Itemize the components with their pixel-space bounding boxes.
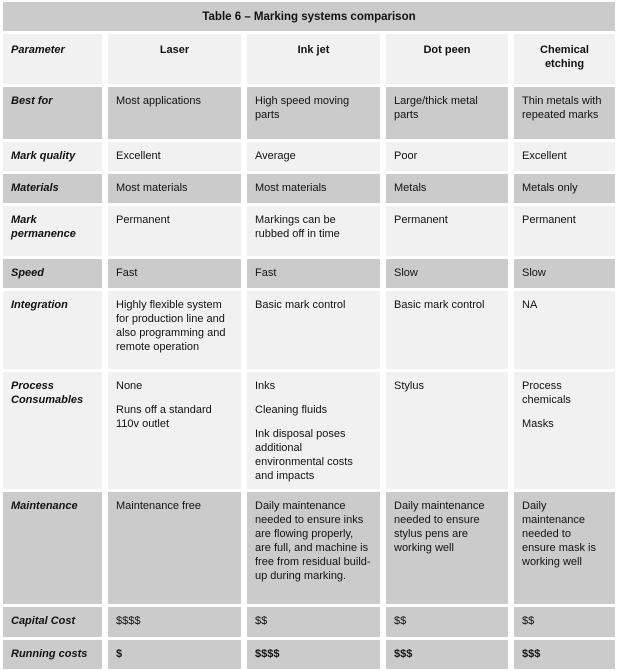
row-parameter-label: Maintenance bbox=[3, 492, 102, 604]
cell-paragraph: None bbox=[116, 380, 143, 392]
cell-paragraph: Fast bbox=[116, 267, 138, 279]
cell-paragraph: Metals only bbox=[522, 182, 578, 194]
cell-paragraph: Metals bbox=[394, 182, 427, 194]
table-cell bbox=[514, 87, 615, 139]
table-row bbox=[3, 142, 615, 171]
cell-paragraph: Highly flexible system for production line and also programming and remote operation bbox=[116, 299, 226, 353]
cell-paragraph: Large/thick metal parts bbox=[394, 95, 478, 121]
cell-paragraph: $$$ bbox=[522, 648, 541, 660]
row-parameter-label: Best for bbox=[3, 87, 102, 139]
row-parameter-label: Speed bbox=[3, 259, 102, 288]
cell-paragraph: Slow bbox=[522, 267, 546, 279]
table-row bbox=[3, 291, 615, 369]
table-cell bbox=[386, 492, 508, 604]
table-cell bbox=[514, 142, 615, 171]
table-title: Table 6 – Marking systems comparison bbox=[3, 2, 615, 31]
table-cell bbox=[386, 259, 508, 288]
cell-paragraph: Daily maintenance needed to ensure stylus pens are working well bbox=[394, 500, 485, 554]
cell-paragraph: Basic mark control bbox=[255, 299, 346, 311]
table-cell bbox=[247, 640, 380, 669]
table-cell bbox=[247, 206, 380, 256]
table-cell bbox=[247, 291, 380, 369]
cell-paragraph: Permanent bbox=[116, 214, 170, 226]
table-cell bbox=[386, 372, 508, 489]
table-cell bbox=[514, 640, 615, 669]
cell-paragraph: $$$$ bbox=[116, 615, 141, 627]
table-cell bbox=[247, 372, 380, 489]
cell-paragraph: Runs off a standard 110v outlet bbox=[116, 404, 212, 430]
cell-paragraph: $ bbox=[116, 648, 123, 660]
column-header-chemical-etching: Chemical etching bbox=[514, 34, 615, 84]
table-cell bbox=[514, 259, 615, 288]
cell-paragraph: Basic mark control bbox=[394, 299, 485, 311]
table-row bbox=[3, 206, 615, 256]
row-parameter-label: Capital Cost bbox=[3, 607, 102, 637]
table-cell bbox=[247, 142, 380, 171]
cell-paragraph: Stylus bbox=[394, 380, 424, 392]
cell-paragraph: Daily maintenance needed to ensure inks are flowing properly, are full, and machine is free from residual build-up during marking. bbox=[255, 500, 371, 582]
table-cell bbox=[247, 259, 380, 288]
cell-paragraph: Ink disposal poses additional environmental costs and impacts bbox=[255, 428, 353, 482]
table-cell bbox=[386, 607, 508, 637]
table-cell bbox=[108, 492, 241, 604]
table-cell bbox=[514, 291, 615, 369]
table-row bbox=[3, 492, 615, 604]
cell-paragraph: Cleaning fluids bbox=[255, 404, 328, 416]
table-cell bbox=[247, 174, 380, 203]
cell-paragraph: Fast bbox=[255, 267, 277, 279]
cell-paragraph: Daily maintenance needed to ensure mask is working well bbox=[522, 500, 596, 568]
table-cell bbox=[514, 492, 615, 604]
column-header-parameter: Parameter bbox=[3, 34, 102, 84]
cell-paragraph: Permanent bbox=[522, 214, 576, 226]
table-cell bbox=[108, 206, 241, 256]
cell-paragraph: Masks bbox=[522, 418, 554, 430]
table-cell bbox=[386, 174, 508, 203]
column-header-ink-jet: Ink jet bbox=[247, 34, 380, 84]
table-cell bbox=[108, 259, 241, 288]
cell-paragraph: Process chemicals bbox=[522, 380, 571, 406]
cell-paragraph: Most materials bbox=[116, 182, 188, 194]
row-parameter-label: Process Consumables bbox=[3, 372, 102, 489]
table-cell bbox=[386, 291, 508, 369]
table-cell bbox=[247, 87, 380, 139]
table-cell bbox=[386, 206, 508, 256]
table-row bbox=[3, 607, 615, 637]
table-cell bbox=[514, 174, 615, 203]
cell-paragraph: $$$$ bbox=[255, 648, 280, 660]
table-cell bbox=[514, 206, 615, 256]
table-row bbox=[3, 372, 615, 489]
cell-paragraph: Most materials bbox=[255, 182, 327, 194]
column-header-laser: Laser bbox=[108, 34, 241, 84]
cell-paragraph: Inks bbox=[255, 380, 276, 392]
cell-paragraph: NA bbox=[522, 299, 538, 311]
cell-paragraph: $$ bbox=[255, 615, 268, 627]
cell-paragraph: $$ bbox=[394, 615, 407, 627]
table-cell bbox=[247, 492, 380, 604]
cell-paragraph: Excellent bbox=[116, 150, 161, 162]
row-parameter-label: Mark quality bbox=[3, 142, 102, 171]
cell-paragraph: Slow bbox=[394, 267, 418, 279]
row-parameter-label: Materials bbox=[3, 174, 102, 203]
cell-paragraph: Poor bbox=[394, 150, 418, 162]
cell-paragraph: $$$ bbox=[394, 648, 413, 660]
table-row bbox=[3, 87, 615, 139]
cell-paragraph: Markings can be rubbed off in time bbox=[255, 214, 340, 240]
table-cell bbox=[108, 640, 241, 669]
column-header-dot-peen: Dot peen bbox=[386, 34, 508, 84]
header-row bbox=[3, 34, 615, 84]
table-cell bbox=[386, 142, 508, 171]
table-row bbox=[3, 640, 615, 669]
cell-paragraph: High speed moving parts bbox=[255, 95, 350, 121]
table-row bbox=[3, 259, 615, 288]
table-cell bbox=[247, 607, 380, 637]
table-cell bbox=[108, 291, 241, 369]
cell-paragraph: Permanent bbox=[394, 214, 448, 226]
table-cell bbox=[108, 174, 241, 203]
table-cell bbox=[108, 87, 241, 139]
cell-paragraph: Average bbox=[255, 150, 296, 162]
row-parameter-label: Integration bbox=[3, 291, 102, 369]
table-cell bbox=[386, 87, 508, 139]
table-body bbox=[3, 87, 615, 669]
cell-paragraph: Most applications bbox=[116, 95, 201, 107]
cell-paragraph: Thin metals with repeated marks bbox=[522, 95, 602, 121]
table-cell bbox=[514, 372, 615, 489]
table-cell bbox=[514, 607, 615, 637]
cell-paragraph: Maintenance free bbox=[116, 500, 201, 512]
table-cell bbox=[108, 607, 241, 637]
row-parameter-label: Running costs bbox=[3, 640, 102, 669]
table-row bbox=[3, 174, 615, 203]
table-cell bbox=[108, 372, 241, 489]
row-parameter-label: Mark permanence bbox=[3, 206, 102, 256]
table-cell bbox=[386, 640, 508, 669]
cell-paragraph: $$ bbox=[522, 615, 535, 627]
document-page bbox=[3, 2, 615, 669]
table-cell bbox=[108, 142, 241, 171]
cell-paragraph: Excellent bbox=[522, 150, 567, 162]
